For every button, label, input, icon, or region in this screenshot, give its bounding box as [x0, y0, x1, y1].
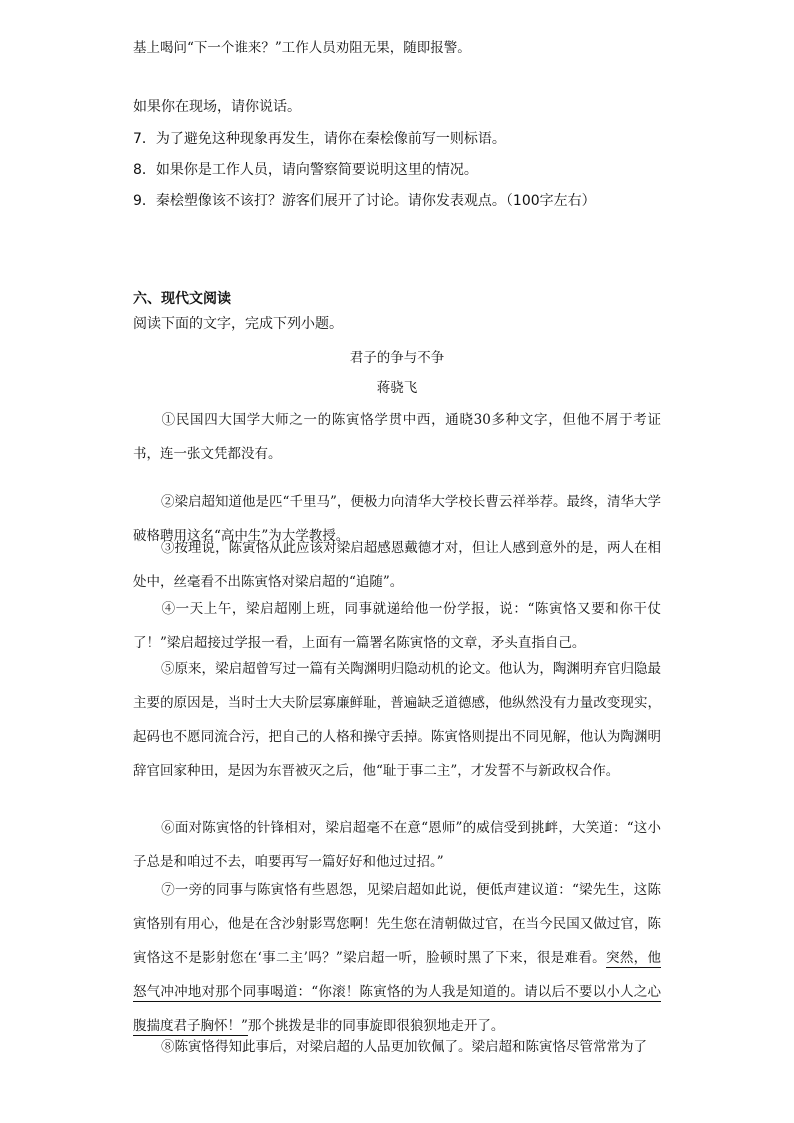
continuation-text: 基上喝问“下一个谁来？”工作人员劝阻无果，随即报警。 — [133, 40, 471, 56]
article-title: 君子的争与不争 — [349, 350, 445, 366]
question-8: 8．如果你是工作人员，请向警察简要说明这里的情况。 — [133, 162, 478, 178]
section-instruction: 阅读下面的文字，完成下列小题。 — [133, 316, 343, 332]
paragraph-7: ⑦一旁的同事与陈寅恪有些恩怨，见梁启超如此说，便低声建议道：“梁先生，这陈寅恪别有用心，他是在含沙射影骂您啊！先生您在清朝做过官，在当今民国又做过官，陈寅恪这不是影射您在‘事二主’吗？”梁启超一听，脸顿时黑了下来，很是难看。突然，他怒气冲冲地对那个同事喝道：“你滚！陈寅恪的为人我是知道的。请以后不要以小人之心腹揣度君子胸怀！”那个挑拨是非的同事旋即很狼狈地走开了。 — [133, 882, 662, 1034]
paragraph-4: ④一天上午，梁启超刚上班，同事就递给他一份学报，说：“陈寅恪又要和你干仗了！”梁启超接过学报一看，上面有一篇署名陈寅恪的文章，矛头直指自己。 — [133, 601, 661, 651]
speaking-prompt: 如果你在现场，请你说话。 — [133, 99, 301, 115]
article-author: 蒋骁飞 — [376, 380, 418, 396]
paragraph-3: ③按理说，陈寅恪从此应该对梁启超感恩戴德才对，但让人感到意外的是，两人在相处中，丝毫看不出陈寅恪对梁启超的“追随”。 — [133, 540, 661, 590]
paragraph-6: ⑥面对陈寅恪的针锋相对，梁启超毫不在意“恩师”的威信受到挑衅，大笑道：“这小子总是和咱过不去，咱要再写一篇好好和他过过招。” — [133, 820, 661, 870]
paragraph-2: ②梁启超知道他是匹“千里马”，便极力向清华大学校长曹云祥举荐。最终，清华大学破格聘用这名“高中生”为大学教授。 — [133, 494, 661, 544]
section-heading: 六、现代文阅读 — [133, 291, 231, 307]
question-9: 9．秦桧塑像该不该打？游客们展开了讨论。请你发表观点。（100字左右） — [133, 193, 596, 209]
underlined-passage: 突然，他怒气冲冲地对那个同事喝道：“你滚！陈寅恪的为人我是知道的。请以后不要以小人之心腹揣度君子胸怀！” — [133, 950, 662, 1034]
paragraph-1: ①民国四大国学大师之一的陈寅恪学贯中西，通晓30多种文字，但他不屑于考证书，连一张文凭都没有。 — [133, 412, 661, 462]
question-7: 7．为了避免这种现象再发生，请你在秦桧像前写一则标语。 — [133, 131, 506, 147]
paragraph-5: ⑤原来，梁启超曾写过一篇有关陶渊明归隐动机的论文。他认为，陶渊明弃官归隐最主要的原因是，当时士大夫阶层寡廉鲜耻，普遍缺乏道德感，他纵然没有力量改变现实，起码也不愿同流合污，把自己的人格和操守丢掉。陈寅恪则提出不同见解，他认为陶渊明辞官回家种田，是因为东晋被灭之后，他“耻于事二主”，才发誓不与新政权合作。 — [133, 661, 661, 779]
paragraph-8: ⑧陈寅恪得知此事后，对梁启超的人品更加钦佩了。梁启超和陈寅恪尽管常常为了 — [161, 1039, 647, 1055]
